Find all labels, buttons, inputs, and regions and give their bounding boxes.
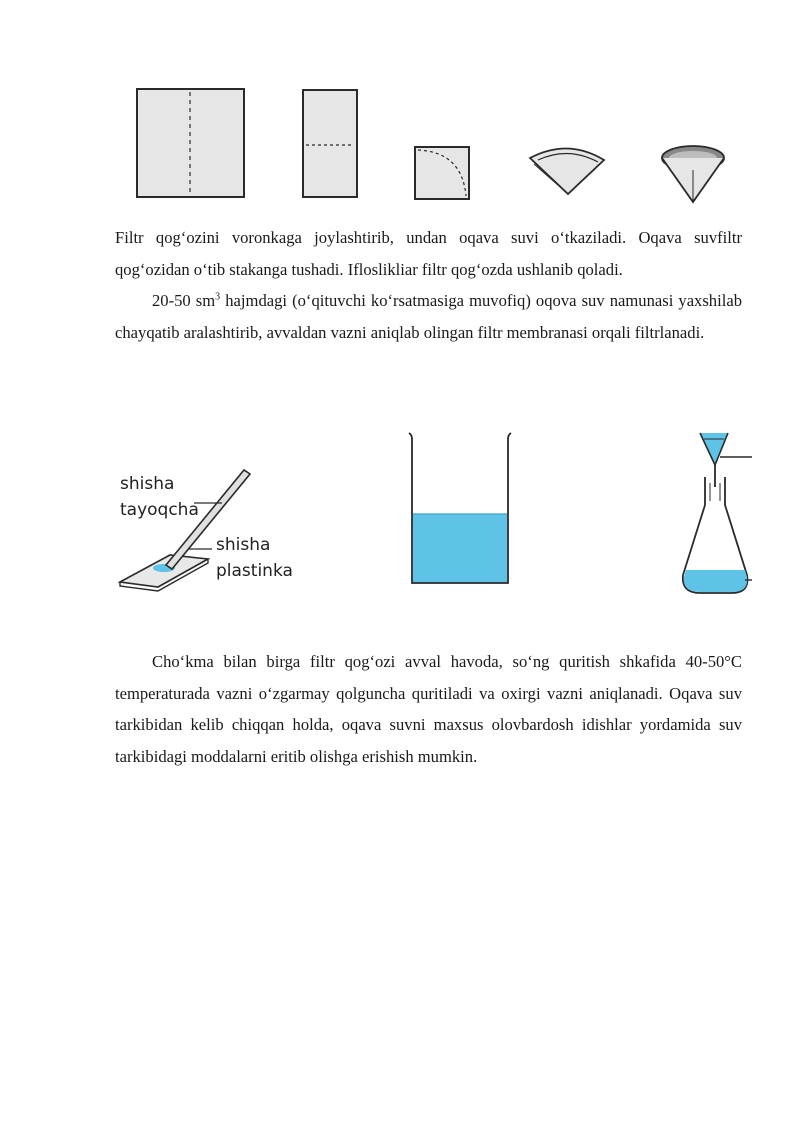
beaker-with-water	[409, 433, 511, 583]
fold-step-3-quarter	[415, 147, 469, 199]
glass-plate-label-line1: shisha	[216, 535, 271, 555]
glass-plate-label-line2: plastinka	[216, 561, 293, 581]
fold-step-2-half	[303, 90, 357, 197]
volume-exponent: 3	[215, 291, 221, 303]
sample-text: hajmdagi (o‘qituvchi ko‘rsatmasiga muvofiq) oqova suv namunasi yaxshilab chayqatib aralashtirib, avvaldan vazni aniqlab olingan filtr membranasi orqali filtrlanadi.	[115, 291, 742, 342]
volume-text: 20-50 sm	[152, 291, 216, 310]
filter-folding-illustration	[0, 80, 800, 210]
paragraph-drying: Cho‘kma bilan birga filtr qog‘ozi avval havoda, so‘ng quritish shkafida 40-50°C temperaturada vazni o‘zgarmay qolguncha quritiladi va oxirgi vazni aniqlanadi. Oqava suv tarkibidan kelib chiqqan holda, oqava suvni maxsus olovbardosh idishlar yordamida suv tarkibidagi moddalarni eritib olishga erishish mumkin.	[115, 652, 742, 766]
fold-step-4-cone-fold	[530, 148, 604, 194]
glass-rod-label-line1: shisha	[120, 474, 175, 494]
paragraph-sample-volume	[115, 285, 742, 348]
glass-rod-label	[120, 471, 199, 523]
glass-rod-label-line2: tayoqcha	[120, 500, 199, 520]
glass-plate-label	[216, 532, 293, 584]
fold-step-1-sheet	[137, 89, 244, 197]
funnel-and-flask	[683, 433, 752, 593]
fold-step-5-filter-cone	[662, 146, 724, 202]
paragraph-filter-paper: Filtr qog‘ozini voronkaga joylashtirib, undan oqava suvi o‘tkaziladi. Oqava suvfiltr qog‘ozidan o‘tib stakanga tushadi. Ifloslikliar filtr qog‘ozda ushlanib qoladi.	[115, 228, 742, 279]
lab-apparatus-illustration	[0, 425, 800, 605]
